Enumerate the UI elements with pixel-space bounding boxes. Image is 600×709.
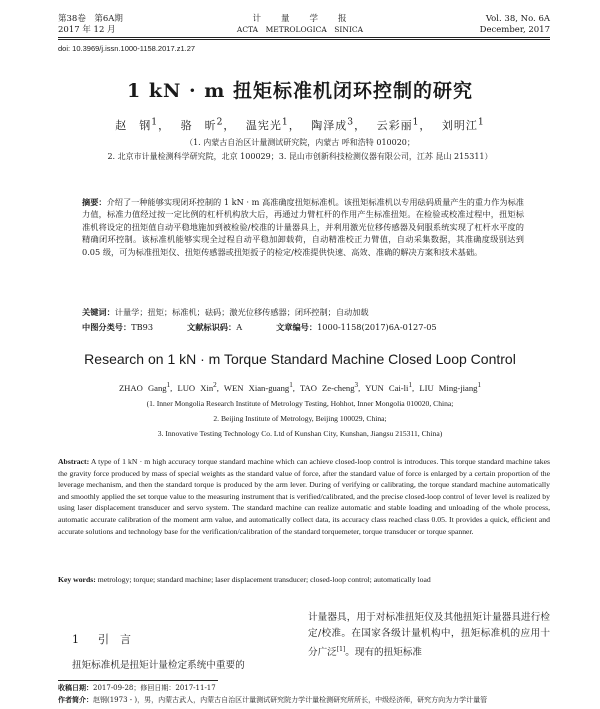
author-cn: 赵 钢$^1$， xyxy=(115,116,171,132)
volume-issue-cn: 第38卷 第6A期 xyxy=(58,14,123,24)
abstract-cn-label: 摘要： xyxy=(82,197,107,207)
title-en: Research on 1 kN · m Torque Standard Machine Closed Loop Control xyxy=(84,351,516,367)
section-1-heading xyxy=(72,631,131,647)
affiliation-en-3: 3. Innovative Testing Technology Co. Ltd of Kunshan City, Kunshan, Jiangsu 215311, China) xyxy=(157,429,443,438)
affiliation-en-1: (1. Inner Mongolia Research Institute of Metrology Testing, Hohhot, Inner Mongolia 010020, China; xyxy=(146,399,454,408)
keywords-en xyxy=(58,574,550,586)
author-cn: 温宪光$^1$， xyxy=(245,116,301,132)
author-en: LUO Xin$^2$, xyxy=(177,381,219,393)
keywords-en-text: metrology; torque; standard machine; laser displacement transducer; closed-loop control; automatically load xyxy=(95,575,431,584)
abstract-cn-text: 介绍了一种能够实现闭环控制的 1 kN · m 高准确度扭矩标准机。该扭矩标准机以专用砝码质量产生的重力作为标准力值，标准力值经过按一定比例的杠杆机构放大后，再通过力臂杠杆的作用产生标准扭矩。在检验或校准过程中，扭矩标准机将设定的扭矩值自动平稳地施加到被检验/校准的计量器具上，并利用激光位移传感器及伺服系统实现了杠杆水平度的精确闭环控制。该标准机能够实现全过程自动平稳加卸载荷，自动精准校正力臂值，自动采集数据，其准确度级别达到 0.05 级，可为标准扭矩仪、扭矩传感器或扭矩扳子的检定/校准提供快速、高效、准确的解决方案和技术基础。 xyxy=(82,197,524,257)
footnote-rule xyxy=(58,680,218,681)
affiliation-cn-1: （1. 内蒙古自治区计量测试研究院，内蒙古 呼和浩特 010020； xyxy=(185,138,415,147)
doi: doi: 10.3969/j.issn.1000-1158.2017.z1.27 xyxy=(58,44,196,53)
abstract-en-text: A type of 1 kN · m high accuracy torque standard machine which can achieve closed-loop control is introduces. This torque standard machine takes the gravity force produced by mass of special weights as the standard value of force, after the standard value of force is enlarged by a certain proportion of the leverage mechanism, and then the standard torque is produced by the arm lever. During of verifying or calibrating, the torque standard machine automatically and smoothly applied the set torque value to the measuring instrument that is verified/calibrated, and the precise closed-loop control of lever level is realized by using laser displacement transducer and servo system. The standard machine can realize automatic and stable loading and unloading of the whole process, automatic accurate calibration of the moment arm value, and automatically collect data, its accuracy class reached class 0.05. It provides a quick, efficient and accurate solutions and technology base for the verification/calibration of the standard torquemeter, torque transducer or torque spanner. xyxy=(58,457,550,536)
author-cn: 骆 昕$^2$， xyxy=(180,116,236,132)
affiliation-en-2: 2. Beijing Institute of Metrology, Beijing 100029, China; xyxy=(213,414,387,423)
author-en: TAO Ze-cheng$^3$, xyxy=(299,381,361,393)
section-1-title: 引 言 xyxy=(98,633,131,646)
keywords-en-label: Key words: xyxy=(58,575,96,584)
classification-row xyxy=(82,322,524,333)
date-en: December, 2017 xyxy=(479,25,550,35)
affiliation-cn-2: 2. 北京市计量检测科学研究院，北京 100029；3. 昆山市创新科技检测仪器有限公司，江苏 昆山 215311） xyxy=(107,152,493,161)
title-cn: 1 kN · m 扭矩标准机闭环控制的研究 xyxy=(127,80,473,102)
author-en: LIU Ming-jiang$^1$ xyxy=(419,381,482,393)
author-cn: 陶泽成$^3$， xyxy=(311,116,367,132)
date-cn: 2017 年 12 月 xyxy=(58,25,116,35)
section-1-number: 1 xyxy=(72,633,79,646)
header-rule xyxy=(58,37,550,38)
abstract-en-label: Abstract: xyxy=(58,457,90,466)
article-number: 文章编号：1000-1158(2017)6A-0127-05 xyxy=(276,322,437,332)
journal-name-cn: 计 量 学 报 xyxy=(252,14,348,24)
footnote-author: 作者简介：赵钢(1973 - )，男，内蒙古武人，内蒙古自治区计量测试研究院力学计量检测研究所所长，中级经济师，研究方向为力学计量管 xyxy=(58,695,488,704)
authors-cn xyxy=(0,116,600,133)
abstract-en xyxy=(58,456,550,537)
document-code: 文献标识码：A xyxy=(187,322,243,332)
author-cn: 刘明江$^1$ xyxy=(441,116,485,132)
footnote-received: 收稿日期：2017-09-28；修回日期：2017-11-17 xyxy=(58,683,216,692)
volume-issue-en: Vol. 38, No. 6A xyxy=(485,14,550,24)
journal-name-en: ACTA METROLOGICA SINICA xyxy=(236,25,364,34)
keywords-cn-text: 计量学；扭矩；标准机；砝码；激光位移传感器；闭环控制；自动加载 xyxy=(114,307,369,317)
author-cn: 云彩丽$^1$， xyxy=(376,116,432,132)
author-en: YUN Cai-$li^1$, xyxy=(365,381,415,393)
section-1-right-text: 计量器具，用于对标准扭矩仪及其他扭矩计量器具进行检定/校准。在国家各级计量机构中，扭矩标准机的应用十分广泛[1]。现有的扭矩标准 xyxy=(308,612,550,659)
author-en: ZHAO Gang$^1$, xyxy=(118,381,173,393)
abstract-cn xyxy=(82,196,524,258)
keywords-cn xyxy=(82,307,524,318)
clc-number: 中图分类号：TB93 xyxy=(82,322,154,332)
author-en: WEN Xian-guang$^1$, xyxy=(223,381,295,393)
keywords-cn-label: 关键词： xyxy=(82,307,115,317)
citation-ref: [1] xyxy=(336,646,346,653)
header-rule-thin xyxy=(58,39,550,40)
section-1-left-text: 扭矩标准机是扭矩计量检定系统中重要的 xyxy=(72,660,245,671)
authors-en xyxy=(0,381,600,393)
